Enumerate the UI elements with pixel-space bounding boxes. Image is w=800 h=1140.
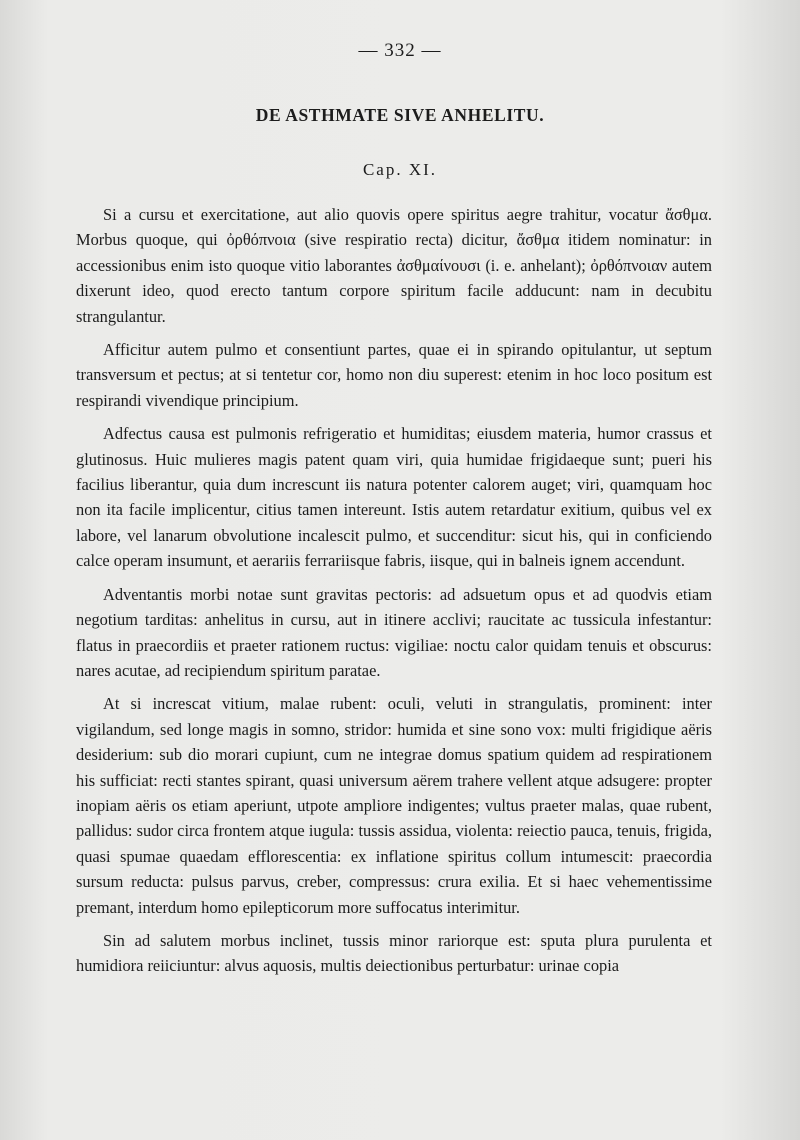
paragraph: Adventantis morbi notae sunt gravitas pectoris: ad adsuetum opus et ad quodvis etiam negotium tarditas: anhelitus in cursu, aut in itinere acclivi; raucitate ac tussicula infestantur: flatus in praecordiis et praeter rationem ructus: vigiliae: noctu calor quidam tenuis et obscurus: nares acutae, ad recipiendum spiritum paratae. bbox=[76, 584, 712, 680]
paragraph: Afficitur autem pulmo et consentiunt partes, quae ei in spirando opitulantur, ut septum transversum et pectus; at si tentetur cor, homo non diu superest: etenim in hoc loco positum est respirandi vivendique principium. bbox=[76, 340, 712, 410]
chapter-heading: Cap. XI. bbox=[362, 160, 438, 179]
paragraph: Adfectus causa est pulmonis refrigeratio et humiditas; eiusdem materia, humor crassus et glutinosus. Huic mulieres magis patent quam viri, quia humidae frigidaeque sunt; pueri his facilius liberantur, quia dum increscunt iis natura potenter calorem auget; viri, quamquam hoc non ita facile implicentur, citius tamen intereunt. Istis autem retardatur exitium, quibus vel ex labore, vel lanarum obvolutione incalescit pulmo, et succenditur: sicut his, qui in conficiendo calce operam insumunt, et aerariis ferrariisque fabris, iisque, qui in balneis ignem accendunt. bbox=[76, 424, 712, 571]
body-text bbox=[76, 202, 712, 987]
paragraph: Sin ad salutem morbus inclinet, tussis minor rariorque est: sputa plura purulenta et humidiora reiiciuntur: alvus aquosis, multis deiectionibus perturbatur: urinae copia bbox=[76, 930, 712, 976]
page-title: DE ASTHMATE SIVE ANHELITU. bbox=[255, 105, 545, 125]
page-number: — 332 — bbox=[358, 40, 442, 61]
paragraph: Si a cursu et exercitatione, aut alio quovis opere spiritus aegre trahitur, vocatur ἄσθμα. Morbus quoque, qui ὀρθόπνοια (sive respiratio recta) dicitur, ἄσθμα itidem nominatur: in accessionibus enim isto quoque vitio laborantes ἀσθμαίνουσι (i. e. anhelant); ὀρθόπνοιαν autem dixerunt ideo, quod erecto tantum corpore spiritum facile adducunt: nam in decubitu strangulantur. bbox=[76, 205, 712, 326]
paragraph: At si increscat vitium, malae rubent: oculi, veluti in strangulatis, prominent: inter vigilandum, sed longe magis in somno, stridor: humida et sine sono vox: multi frigidique aëris desiderium: sub dio morari cupiunt, cum ne integrae domus spatium quidem ad respirationem his sufficiat: recti stantes spirant, quasi universum aërem trahere vellent atque adsugere: propter inopiam aëris os etiam aperiunt, utpote ampliore indigentes; vultus praeter malas, quae rubent, pallidus: sudor circa frontem atque iugula: tussis assidua, violenta: reiectio pauca, tenuis, frigida, quasi spumae quaedam efflorescentia: ex inflatione spiritus collum intumescit: praecordia sursum reducta: pulsus parvus, creber, compressus: crura exilia. Et si haec vehementissime premant, interdum homo epilepticorum more suffocatus interimitur. bbox=[76, 694, 712, 917]
